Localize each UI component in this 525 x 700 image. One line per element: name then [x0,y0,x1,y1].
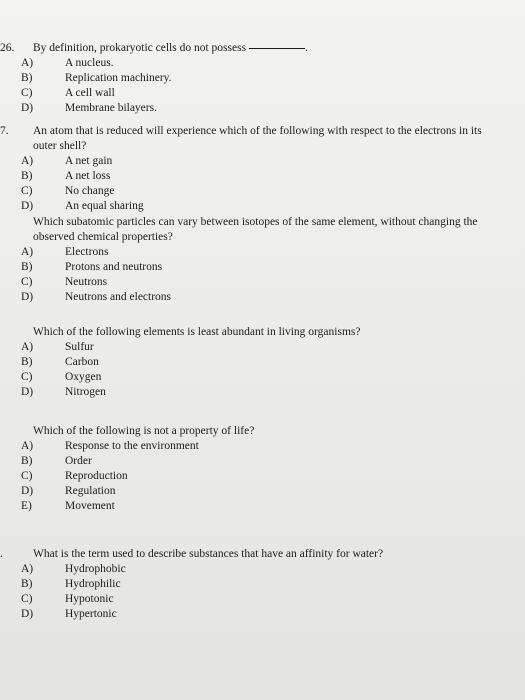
option-b: B) Carbon [21,356,99,368]
option-a: A) A nucleus. [21,57,114,69]
option-c: C) Reproduction [21,470,128,482]
question-number: 7. [0,125,9,137]
question-isotopes [0,215,520,305]
option-a: A) Hydrophobic [21,563,126,575]
question-stem: Which of the following elements is least abundant in living organisms? [33,326,361,338]
option-c: C) Oxygen [21,371,102,383]
question-property-of-life [0,424,520,514]
option-d: D) An equal sharing [21,200,144,212]
option-c: C) Hypotonic [21,593,114,605]
option-b: B) A net loss [21,170,111,182]
option-b: B) Protons and neutrons [21,261,163,273]
option-c: C) A cell wall [21,87,115,99]
question-stem: By definition, prokaryotic cells do not possess . [33,42,308,54]
option-a: A) Electrons [21,246,109,258]
question-stem: Which subatomic particles can vary between isotopes of the same element, without changing the observed chemical properties? [33,216,478,243]
answer-blank [249,48,305,49]
option-d: D) Neutrons and electrons [21,291,172,303]
option-d: D) Nitrogen [21,386,106,398]
question-elements [0,325,520,400]
option-a: A) A net gain [21,155,113,167]
option-a: A) Sulfur [21,341,94,353]
option-d: D) Regulation [21,485,116,497]
question-26 [0,41,520,116]
question-stem: Which of the following is not a property of life? [33,425,255,437]
option-d: D) Membrane bilayers. [21,102,157,114]
option-b: B) Hydrophilic [21,578,121,590]
question-number: . [0,548,3,560]
question-number: 26. [0,42,15,54]
question-stem: An atom that is reduced will experience which of the following with respect to the electrons in its outer shell? [33,125,482,152]
question-stem: What is the term used to describe substances that have an affinity for water? [33,548,384,560]
option-d: D) Hypertonic [21,608,117,620]
question-water-affinity [0,547,520,622]
option-b: B) Order [21,455,92,467]
option-a: A) Response to the environment [21,440,199,452]
option-e: E) Movement [21,500,115,512]
question-27 [0,124,520,214]
option-c: C) Neutrons [21,276,108,288]
option-c: C) No change [21,185,115,197]
option-b: B) Replication machinery. [21,72,172,84]
